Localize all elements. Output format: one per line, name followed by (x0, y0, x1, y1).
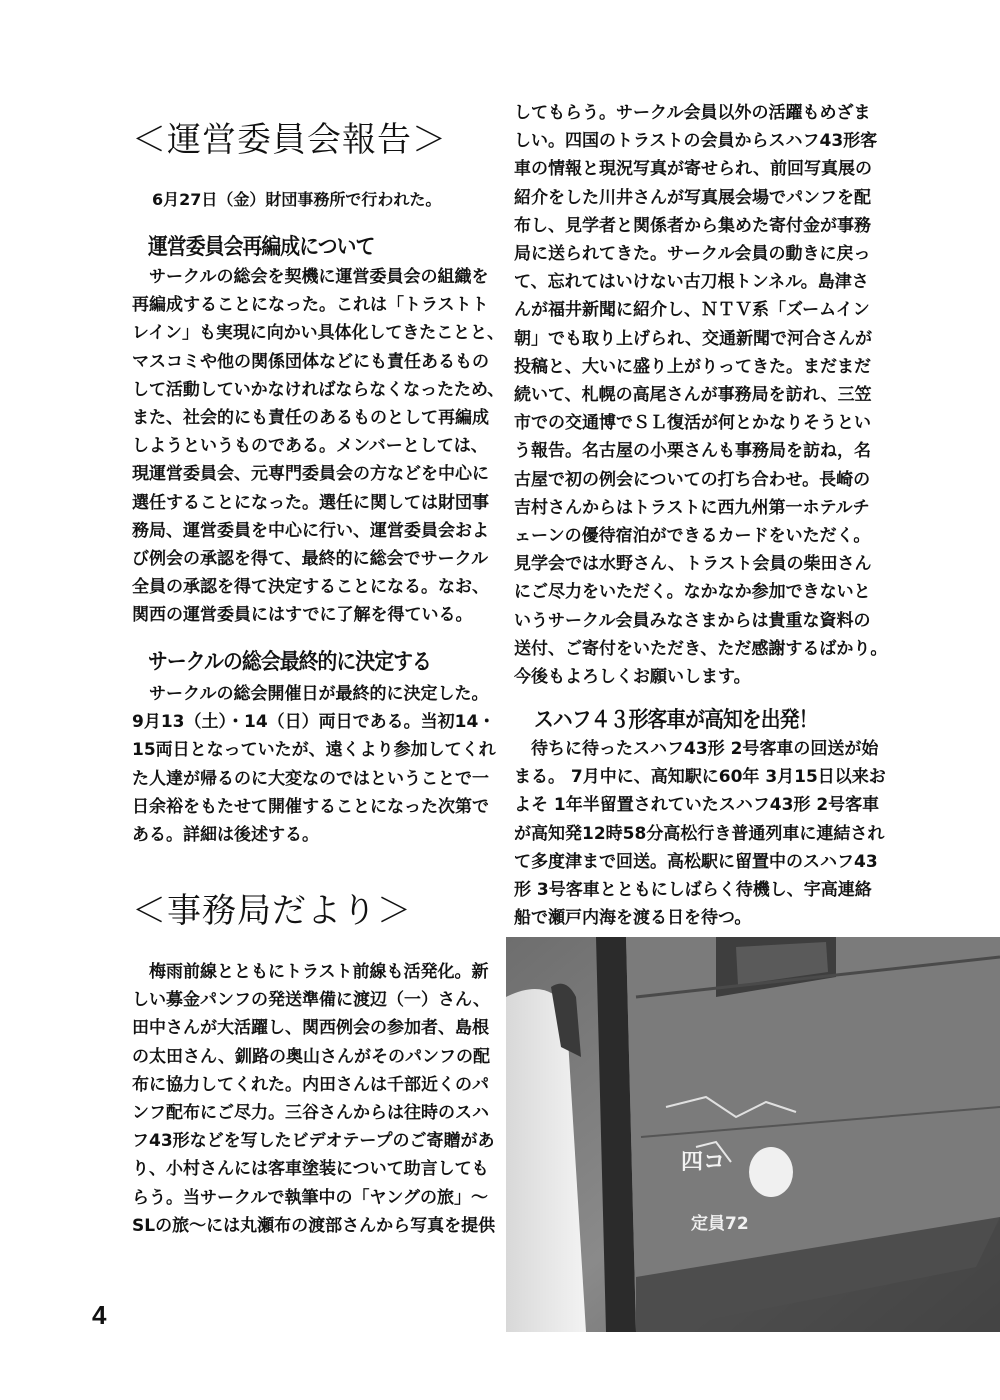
text-line: してもらう。サークル会員以外の活躍もめざま (514, 103, 871, 123)
text-line: らう。当サークルで執筆中の「ヤングの旅」〜 (132, 1187, 488, 1208)
reorg-heading: 運営委員会再編成について (148, 235, 375, 260)
text-line: マスコミや他の関係団体などにも責任あるもの (132, 351, 489, 372)
text-line: う報告。名古屋の小栗さんも事務局を訪ね，名 (514, 441, 871, 462)
text-line: 船で瀬戸内海を渡る日を待つ。 (514, 908, 752, 929)
text-line: 9月13（土）・14（日）両日である。当初14・ (132, 712, 496, 733)
text-line: が高知発12時58分高松行き普通列車に連結され (514, 823, 885, 844)
text-line: しい募金パンフの発送準備に渡辺（一）さん、 (132, 990, 491, 1011)
office-news-heading: ＜事務局だより＞ (132, 891, 412, 931)
text-line: 車の情報と現況写真が寄せられ、前回写真展の (514, 159, 873, 180)
text-line: レイン」も実現に向かい具体化してきたことと、 (132, 323, 505, 344)
railcar-photo-drawing (506, 937, 1000, 1332)
car-marking-capacity: 定員72 (691, 1214, 749, 1234)
text-line: 田中さんが大活躍し、関西例会の参加者、島根 (132, 1018, 489, 1039)
reorg-paragraph (132, 263, 504, 630)
text-line: 待ちに待ったスハフ43形 2号客車の回送が始 (514, 739, 879, 759)
report-heading: ＜運営委員会報告＞ (132, 120, 447, 160)
railcar-photo (506, 937, 1000, 1332)
text-line: 15両日となっていたが、遠くより参加してくれ (132, 740, 496, 761)
text-line: ェーンの優待宿泊ができるカードをいただく。 (514, 526, 871, 547)
text-line: て、忘れてはいけない古刀根トンネル。島津さ (514, 272, 869, 293)
text-line: まる。 7月中に、高知駅に60年 3月15日以来お (514, 767, 886, 788)
car-marking-shikoku: 四コ (681, 1150, 726, 1175)
text-line: 関西の運営委員にはすでに了解を得ている。 (132, 605, 473, 626)
text-line: しようというものである。メンバーとしては、 (132, 436, 488, 457)
text-line: 続いて、札幌の高尾さんが事務局を訪れ、三笠 (514, 385, 872, 406)
text-line: サークルの総会開催日が最終的に決定した。 (132, 684, 489, 704)
text-line: サークルの総会を契機に運営委員会の組織を (132, 267, 489, 287)
text-line: ある。詳細は後述する。 (132, 825, 319, 846)
text-line: 布に協力してくれた。内田さんは千部近くのパ (132, 1074, 489, 1095)
meeting-paragraph (132, 680, 504, 849)
sufu-paragraph (514, 735, 894, 932)
text-line: 局に送られてきた。サークル会員の動きに戻っ (514, 244, 871, 265)
text-line: 現運営委員会、元専門委員会の方などを中心に (132, 464, 489, 485)
page-number: 4 (92, 1300, 107, 1330)
text-line: んが福井新聞に紹介し、ＮＴＶ系「ズームイン (514, 300, 870, 321)
text-line: 務局、運営委員を中心に行い、運営委員会およ (132, 520, 489, 541)
sufu-heading: スハフ４３形客車が高知を出発！ (534, 708, 818, 733)
text-line: 紹介をした川井さんが写真展会場でパンフを配 (514, 187, 871, 208)
meeting-heading: サークルの総会最終的に決定する (148, 650, 431, 675)
text-line: 今後もよろしくお願いします。 (514, 667, 751, 688)
text-line: 吉村さんからはトラストに西九州第一ホテルチ (514, 497, 870, 518)
text-line: び例会の承認を得て、最終的に総会でサークル (132, 549, 489, 570)
text-line: て多度津まで回送。高松駅に留置中のスハフ43 (514, 851, 878, 872)
text-line: 梅雨前線とともにトラスト前線も活発化。新 (132, 962, 489, 982)
text-line: 布し、見学者と関係者から集めた寄付金が事務 (514, 215, 871, 236)
text-line: にご尽力をいただく。なかなか参加できないと (514, 582, 871, 603)
text-line: フ43形などを写したビデオテープのご寄贈があ (132, 1131, 495, 1152)
text-line: 朝」でも取り上げられ、交通新聞で河合さんが (514, 328, 873, 349)
text-line: また、社会的にも責任のあるものとして再編成 (132, 408, 489, 429)
text-line: た人達が帰るのに大変なのではということで一 (132, 768, 489, 789)
text-line: しい。四国のトラストの会員からスハフ43形客 (514, 131, 878, 152)
text-line: 全員の承認を得て決定することになる。なお、 (132, 577, 489, 598)
office-news-paragraph (132, 958, 504, 1240)
text-line: ンフ配布にご尽力。三谷さんからは往時のスハ (132, 1103, 489, 1124)
report-date: 6月27日（金）財団事務所で行われた。 (152, 190, 442, 209)
text-line: 形 3号客車とともにしばらく待機し、宇高連絡 (514, 880, 872, 901)
text-line: 日余裕をもたせて開催することになった次第で (132, 796, 489, 817)
text-line: 再編成することになった。これは「トラストト (132, 295, 489, 316)
text-line: 選任することになった。選任に関しては財団事 (132, 492, 489, 513)
text-line: 送付、ご寄付をいただき、ただ感謝するばかり。 (514, 638, 888, 659)
office-news-continued (514, 99, 894, 691)
text-line: して活動していかなければならなくなったため、 (132, 379, 505, 400)
text-line: よそ 1年半留置されていたスハフ43形 2号客車 (514, 795, 880, 816)
text-line: 投稿と、大いに盛り上がりってきた。まだまだ (514, 356, 871, 377)
text-line: SLの旅〜には丸瀬布の渡部さんから写真を提供 (132, 1215, 496, 1236)
text-line: 古屋で初の例会についての打ち合わせ。長崎の (514, 469, 871, 490)
text-line: いうサークル会員みなさまからは貴重な資料の (514, 610, 871, 631)
text-line: 見学会では水野さん、トラスト会員の柴田さん (514, 554, 872, 575)
text-line: り、小村さんには客車塗装について助言しても (132, 1159, 489, 1180)
text-line: 市での交通博でＳＬ復活が何とかなりそうとい (514, 413, 871, 434)
text-line: の太田さん、釧路の奥山さんがそのパンフの配 (132, 1046, 491, 1067)
